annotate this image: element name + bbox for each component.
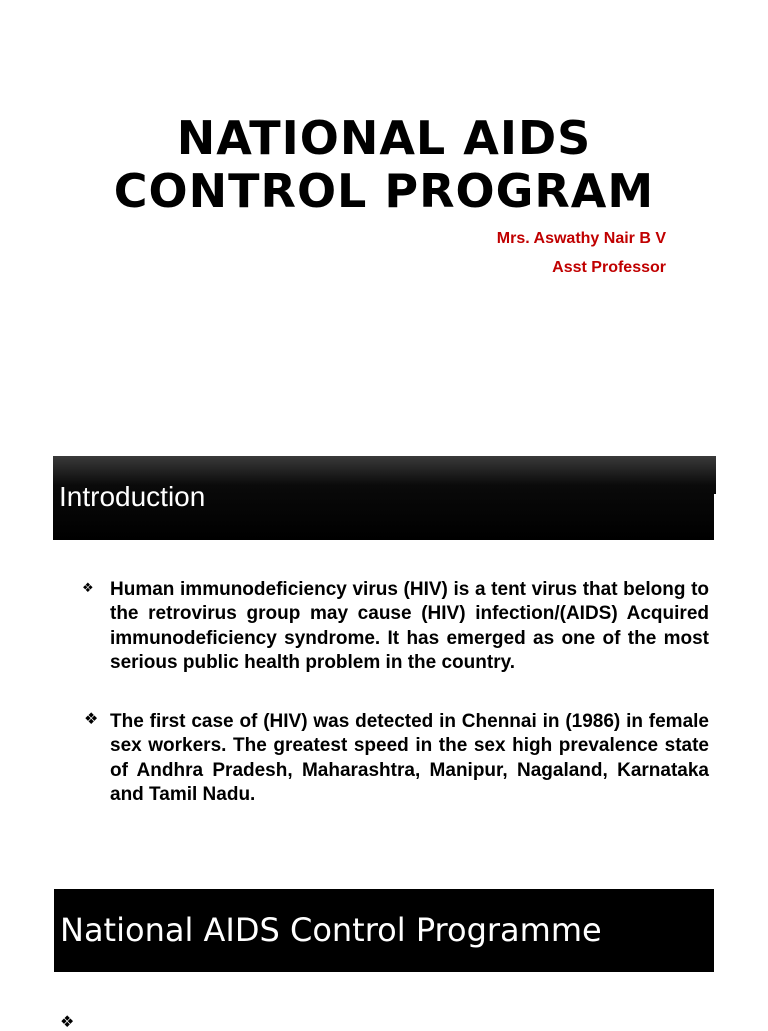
section-banner-nacp: [54, 889, 714, 972]
title-line-1: NATIONAL AIDS: [176, 111, 592, 165]
author-name: Mrs. Aswathy Nair B V: [496, 230, 666, 247]
diamond-bullet-icon: ❖: [84, 709, 99, 728]
title-line-2: CONTROL PROGRAM: [113, 164, 655, 218]
diamond-bullet-icon: ❖: [60, 1012, 75, 1031]
banner-edge-divider: [714, 494, 716, 540]
author-role: Asst Professor: [552, 259, 666, 276]
bullet-paragraph-first-case: The first case of (HIV) was detected in Chennai in (1986) in female sex workers. The greatest speed in the sex high prevalence state of Andhra Pradesh, Maharashtra, Manipur, Nagaland, Karnataka and Tamil Nadu.: [110, 711, 709, 805]
diamond-bullet-icon: ❖: [82, 581, 94, 596]
document-title: [0, 112, 768, 218]
section-heading-nacp: National AIDS Control Programme: [60, 911, 602, 949]
section-banner-introduction: [53, 456, 716, 540]
section-heading-introduction: Introduction: [59, 481, 206, 512]
bullet-paragraph-hiv-definition: Human immunodeficiency virus (HIV) is a tent virus that belong to the retrovirus group may cause (HIV) infection/(AIDS) Acquired immunodeficiency syndrome. It has emerged as one of the most serious public health problem in the country.: [110, 579, 709, 673]
